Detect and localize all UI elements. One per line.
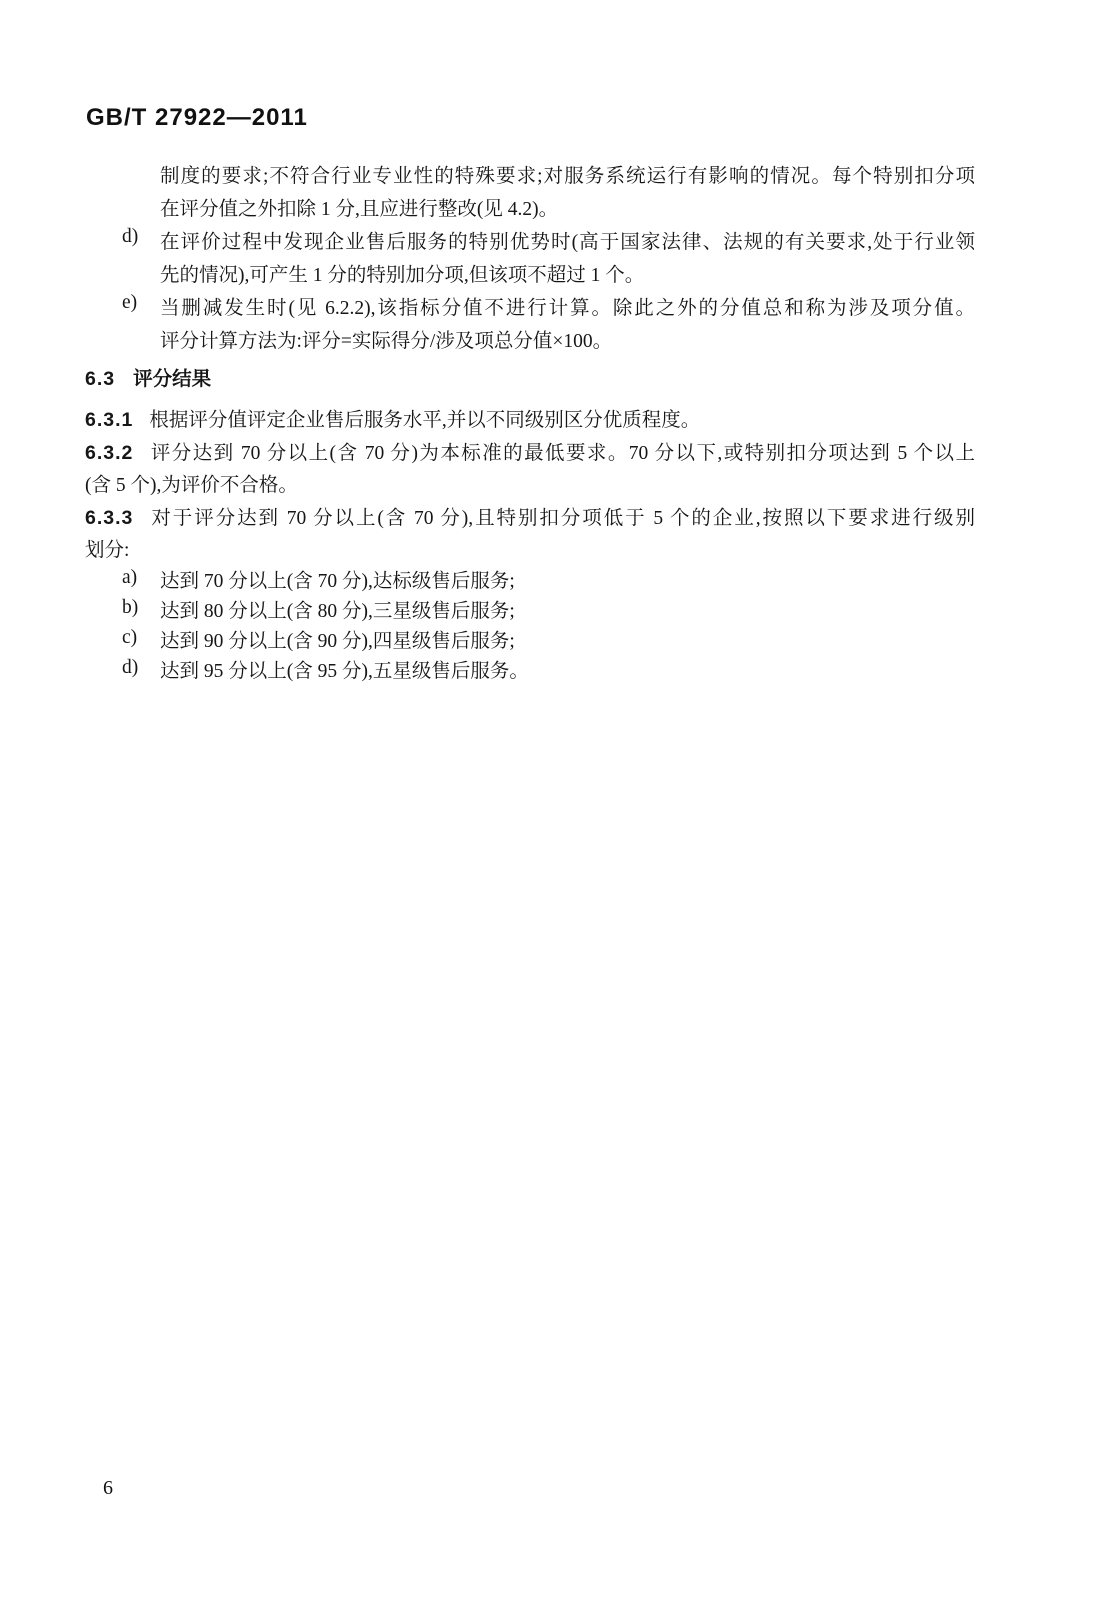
list-item-text: 达到 70 分以上(含 70 分),达标级售后服务; — [160, 571, 515, 592]
list-item — [85, 567, 975, 597]
paragraph-line: (含 5 个),为评价不合格。 — [85, 475, 298, 496]
clause-6-3-2 — [85, 437, 975, 502]
list-item-d — [85, 226, 975, 292]
list-item — [85, 627, 975, 657]
clause-6-3-3 — [85, 502, 975, 567]
paragraph-line: 当删减发生时(见 6.2.2),该指标分值不进行计算。除此之外的分值总和称为涉及项分值。 — [160, 298, 975, 319]
section-heading-6-3 — [85, 363, 975, 396]
paragraph-line — [85, 404, 975, 437]
page-number: 6 — [103, 1477, 113, 1499]
clause-text: 评分达到 70 分以上(含 70 分)为本标准的最低要求。70 分以下,或特别扣分项达到 5 个以上 — [149, 443, 975, 464]
standard-number-header: GB/T 27922—2011 — [86, 104, 308, 131]
paragraph-c-continuation — [160, 160, 975, 226]
grade-level-list — [85, 567, 975, 687]
page-body — [85, 160, 975, 687]
list-marker: a) — [122, 567, 138, 588]
list-marker: b) — [122, 597, 139, 618]
paragraph-line: 先的情况),可产生 1 分的特别加分项,但该项不超过 1 个。 — [160, 265, 645, 286]
paragraph-line — [85, 437, 975, 470]
list-item — [85, 657, 975, 687]
clause-number: 6.3.1 — [85, 409, 134, 431]
clause-text: 根据评分值评定企业售后服务水平,并以不同级别区分优质程度。 — [149, 410, 701, 431]
paragraph-line: 在评分值之外扣除 1 分,且应进行整改(见 4.2)。 — [160, 199, 559, 220]
list-item-e — [85, 292, 975, 358]
paragraph-line — [85, 502, 975, 535]
paragraph-line: 在评价过程中发现企业售后服务的特别优势时(高于国家法律、法规的有关要求,处于行业领 — [160, 232, 975, 253]
list-item-text: 达到 80 分以上(含 80 分),三星级售后服务; — [160, 601, 515, 622]
list-marker: e) — [122, 292, 138, 313]
list-item-text: 达到 95 分以上(含 95 分),五星级售后服务。 — [160, 661, 529, 682]
paragraph-line: 评分计算方法为:评分=实际得分/涉及项总分值×100。 — [160, 331, 613, 352]
paragraph-line: 制度的要求;不符合行业专业性的特殊要求;对服务系统运行有影响的情况。每个特别扣分项 — [160, 166, 975, 187]
clause-number: 6.3.3 — [85, 507, 134, 529]
list-marker: c) — [122, 627, 138, 648]
section-title: 评分结果 — [133, 368, 212, 390]
section-number: 6.3 — [85, 368, 116, 390]
paragraph-line: 划分: — [85, 540, 130, 561]
list-item-text: 达到 90 分以上(含 90 分),四星级售后服务; — [160, 631, 515, 652]
clause-text: 对于评分达到 70 分以上(含 70 分),且特别扣分项低于 5 个的企业,按照以下要求进行级别 — [149, 508, 975, 529]
list-marker: d) — [122, 226, 139, 247]
list-item — [85, 597, 975, 627]
clause-number: 6.3.2 — [85, 442, 134, 464]
list-marker: d) — [122, 657, 139, 678]
clause-6-3-1 — [85, 404, 975, 437]
